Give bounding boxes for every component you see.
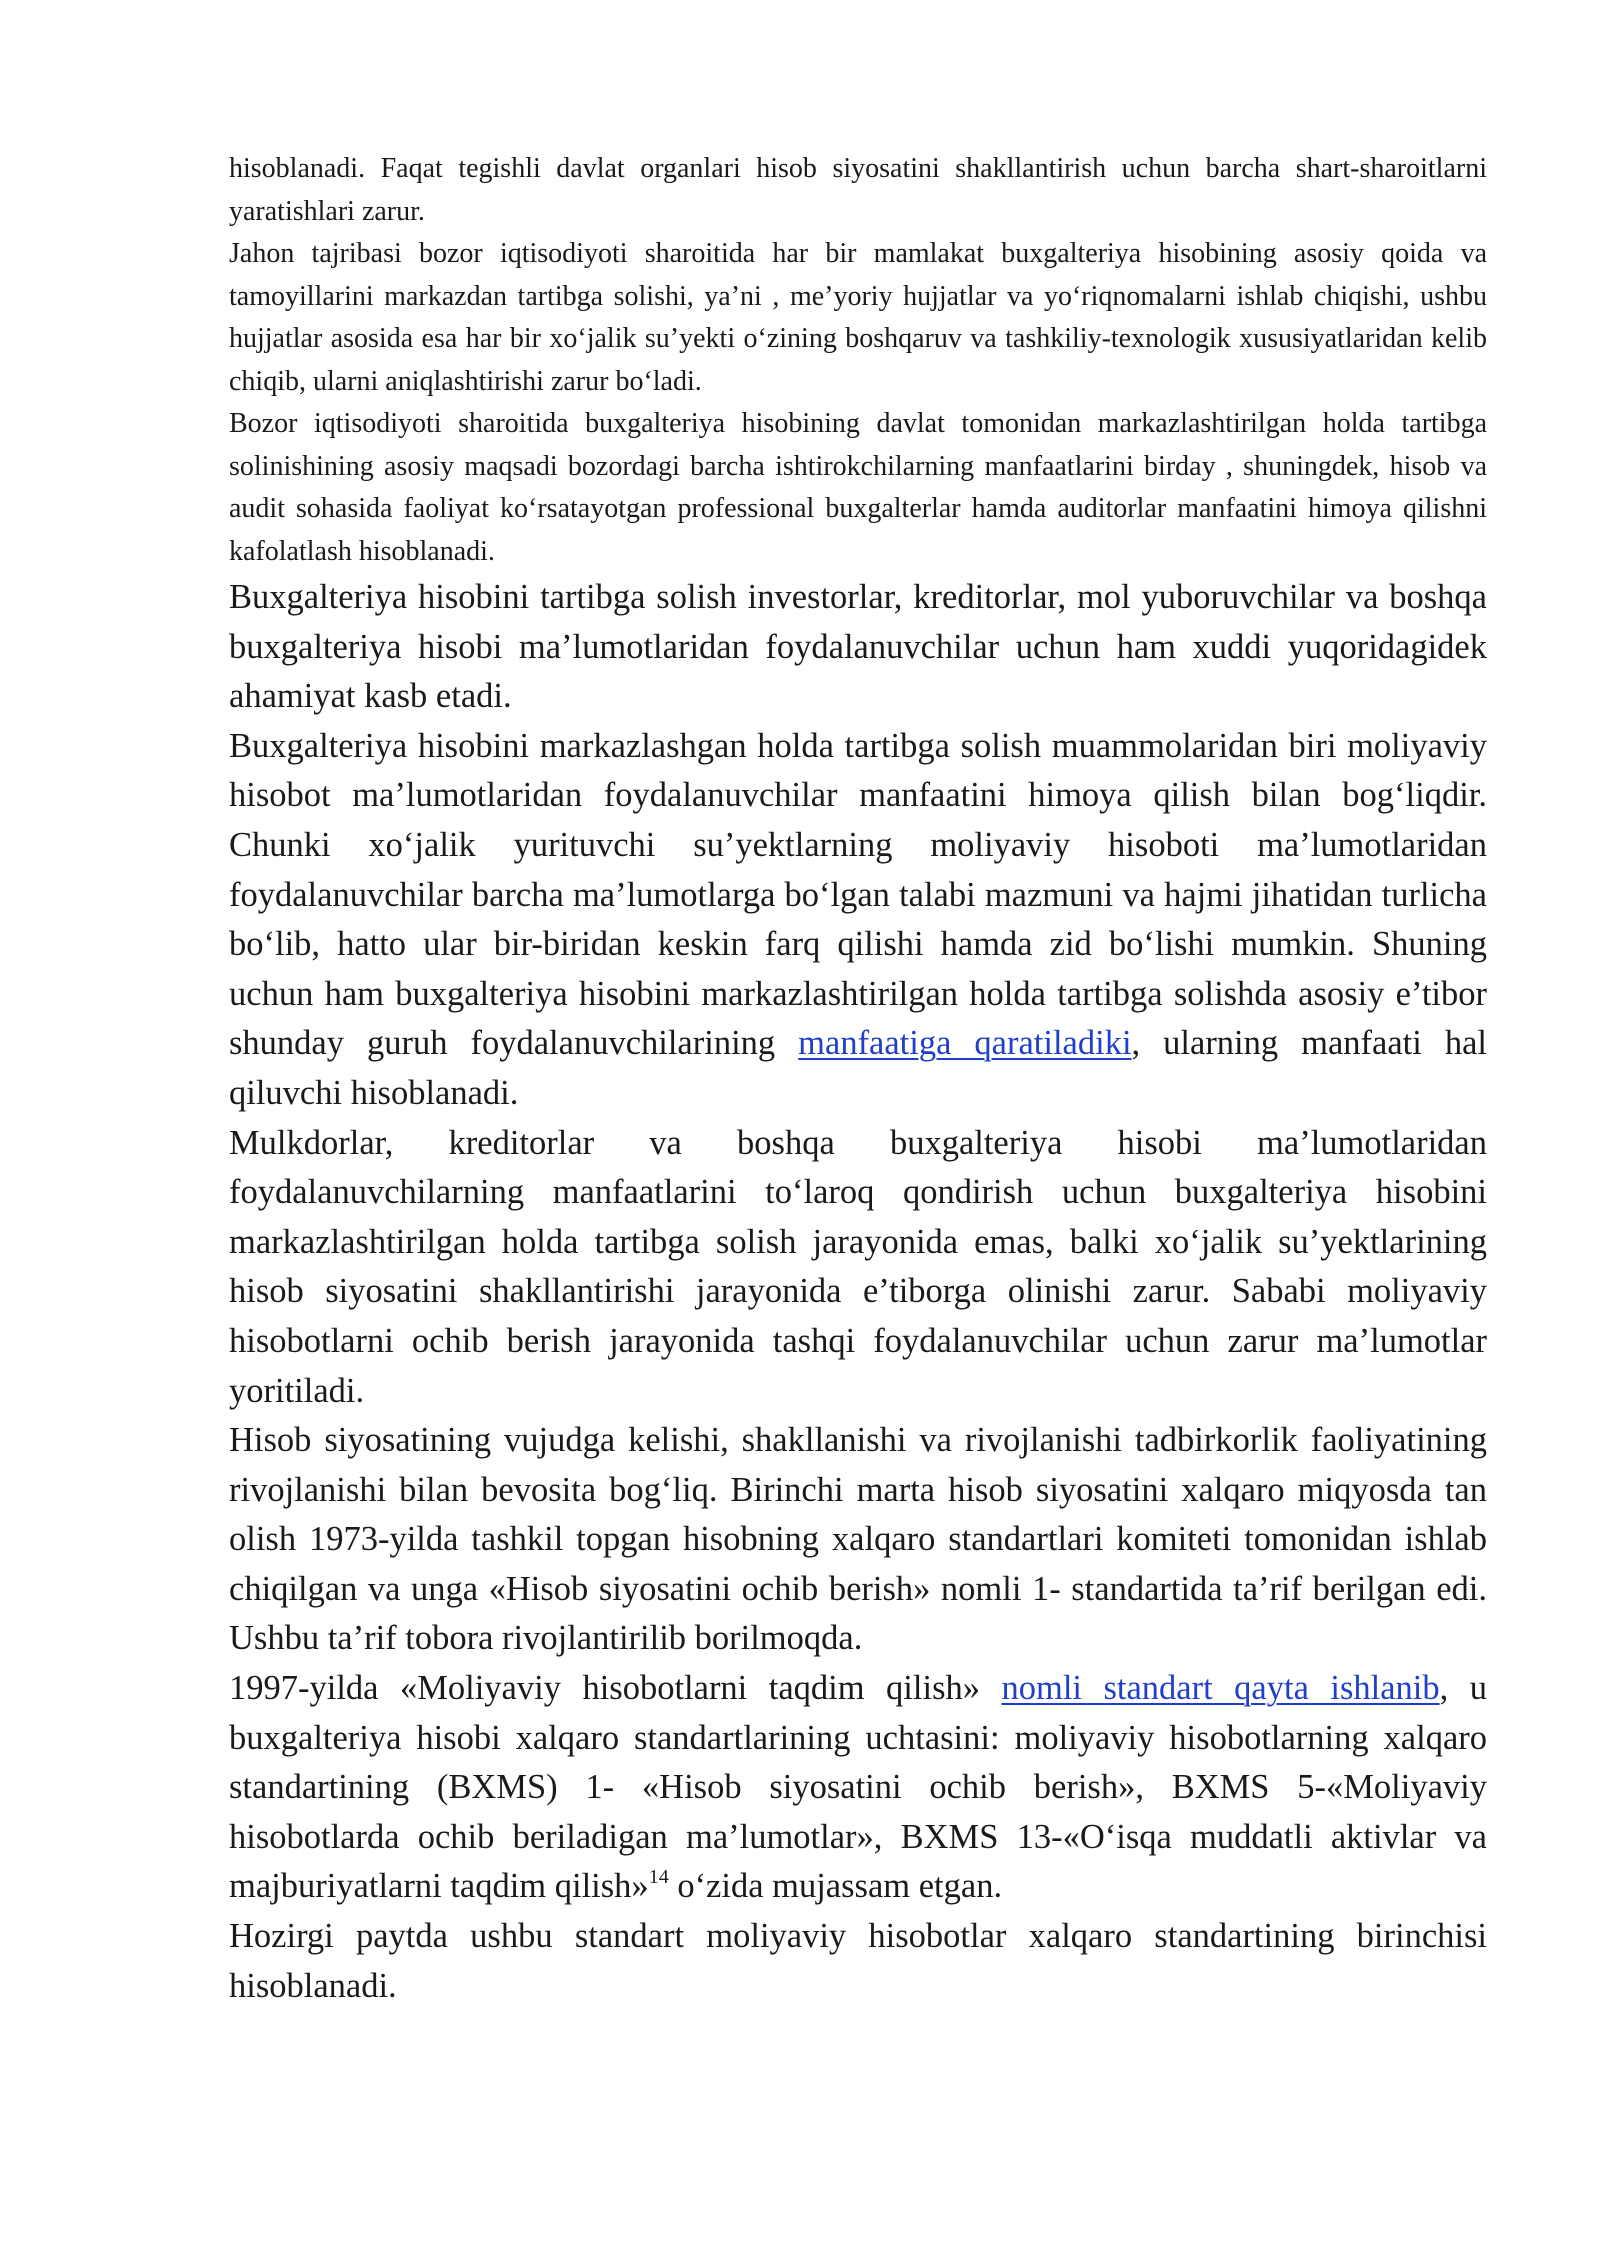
paragraph-8-text-middle: , u buxgalteriya hisobi xalqaro standartlarining uchtasini: moliyaviy hisobotlarning xalqaro standartining (BXMS) 1- «Hisob siyosatini ochib berish», BXMS 5-«Moliyaviy hisobotlarda ochib beriladigan ma’lumotlar», BXMS 13-«O‘isqa muddatli aktivlar va majburiyatlarni taqdim qilish» xyxy=(229,1669,1487,1906)
paragraph-5-text-after: , ularning manfaati hal qiluvchi hisoblanadi. xyxy=(229,1024,1487,1112)
paragraph-4: Buxgalteriya hisobini tartibga solish investorlar, kreditorlar, mol yuboruvchilar va boshqa buxgalteriya hisobi ma’lumotlaridan foydalanuvchilar uchun ham xuddi yuqoridagidek ahamiyat kasb etadi. xyxy=(229,578,1487,716)
paragraph-5-text-before: Buxgalteriya hisobini markazlashgan holda tartibga solish muammolaridan biri moliyaviy hisobot ma’lumotlaridan foydalanuvchilar manfaatini himoya qilish bilan bog‘liqdir. Chunki xo‘jalik yurituvchi su’yektlarning moliyaviy hisoboti ma’lumotlaridan foydalanuvchilar barcha ma’lumotlarga bo‘lgan talabi mazmuni va hajmi jihatidan turlicha bo‘lib, hatto ular bir-biridan keskin farq qilishi hamda zid bo‘lishi mumkin. Shuning uchun ham buxgalteriya hisobini markazlashtirilgan holda tartibga solishda asosiy e’tibor shunday guruh foydalanuvchilarining xyxy=(229,726,1487,1063)
paragraph-3: Bozor iqtisodiyoti sharoitida buxgalteriya hisobining davlat tomonidan markazlashtirilgan holda tartibga solinishining asosiy maqsadi bozordagi barcha ishtirokchilarning manfaatlarini birday , shuningdek, hisob va audit sohasida faoliyat ko‘rsatayotgan professional buxgalterlar hamda auditorlar manfaatini himoya qilishni kafolatlash hisoblanadi. xyxy=(229,408,1487,567)
paragraph-1: hisoblanadi. Faqat tegishli davlat organlari hisob siyosatini shakllantirish uchun barcha shart-sharoitlarni yaratishlari zarur. xyxy=(229,153,1487,227)
paragraph-6: Mulkdorlar, kreditorlar va boshqa buxgalteriya hisobi ma’lumotlaridan foydalanuvchilarning manfaatlarini to‘laroq qondirish uchun buxgalteriya hisobini markazlashtirilgan holda tartibga solish jarayonida emas, balki xo‘jalik su’yektlarining hisob siyosatini shakllantirishi jarayonida e’tiborga olinishi zarur. Sababi moliyaviy hisobotlarni ochib berish jarayonida tashqi foydalanuvchilar uchun zarur ma’lumotlar yoritiladi. xyxy=(229,1123,1487,1410)
paragraph-8-text-before: 1997-yilda «Moliyaviy hisobotlarni taqdim qilish» xyxy=(229,1669,1002,1708)
link-nomli-standart[interactable]: nomli standart qayta ishlanib xyxy=(1001,1669,1440,1708)
paragraph-5 xyxy=(229,722,1487,1119)
paragraph-2: Jahon tajribasi bozor iqtisodiyoti sharoitida har bir mamlakat buxgalteriya hisobining asosiy qoida va tamoyillarini markazdan tartibga solishi, ya’ni , me’yoriy hujjatlar va yo‘riqnomalarni ishlab chiqishi, ushbu hujjatlar asosida esa har bir xo‘jalik su’yekti o‘zining boshqaruv va tashkiliy-texnologik xususiyatlaridan kelib chiqib, ularni aniqlashtirishi zarur bo‘ladi. xyxy=(229,238,1487,397)
document-page xyxy=(229,148,1487,2011)
footnote-reference[interactable]: 14 xyxy=(648,1866,669,1889)
paragraph-8-text-after: o‘zida mujassam etgan. xyxy=(668,1867,1003,1906)
paragraph-7: Hisob siyosatining vujudga kelishi, shakllanishi va rivojlanishi tadbirkorlik faoliyatining rivojlanishi bilan bevosita bog‘liq. Birinchi marta hisob siyosatini xalqaro miqyosda tan olish 1973-yilda tashkil topgan hisobning xalqaro standartlari komiteti tomonidan ishlab chiqilgan va unga «Hisob siyosatini ochib berish» nomli 1- standartida ta’rif berilgan edi. Ushbu ta’rif tobora rivojlantirilib borilmoqda. xyxy=(229,1421,1487,1658)
paragraph-8 xyxy=(229,1664,1487,1912)
link-manfaatiga-qaratiladiki[interactable]: manfaatiga qaratiladiki xyxy=(798,1024,1132,1063)
paragraph-9: Hozirgi paytda ushbu standart moliyaviy hisobotlar xalqaro standartining birinchisi hisoblanadi. xyxy=(229,1917,1487,2005)
